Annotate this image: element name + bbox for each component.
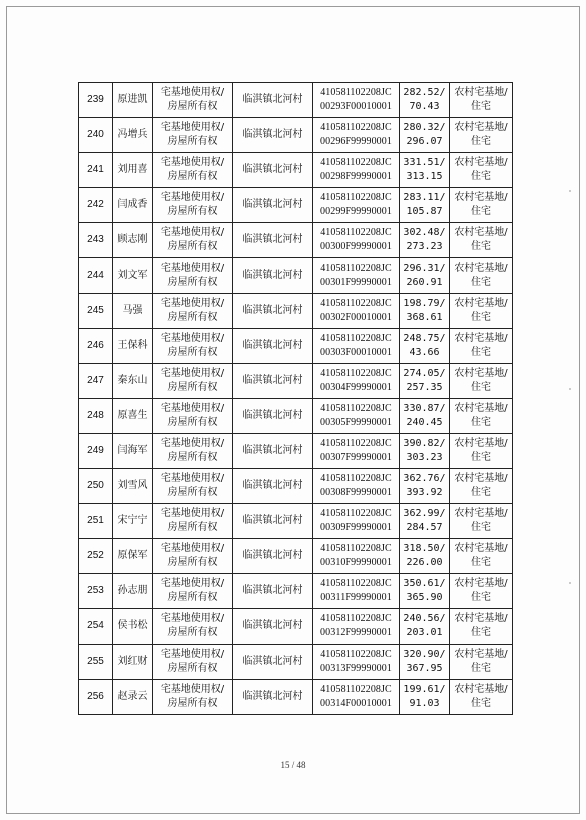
unit-code-cell: 410581102208JC 00310F99990001 <box>313 539 400 574</box>
usage-cell: 农村宅基地/ 住宅 <box>450 83 513 118</box>
owner-name-cell: 原进凯 <box>113 83 153 118</box>
usage-cell: 农村宅基地/ 住宅 <box>450 539 513 574</box>
registration-table <box>78 82 513 715</box>
area-cell: 296.31/ 260.91 <box>400 258 450 293</box>
usage-cell: 农村宅基地/ 住宅 <box>450 153 513 188</box>
row-number-cell: 244 <box>79 258 113 293</box>
right-type-cell: 宅基地使用权/ 房屋所有权 <box>153 188 233 223</box>
right-type-cell: 宅基地使用权/ 房屋所有权 <box>153 609 233 644</box>
row-number-cell: 242 <box>79 188 113 223</box>
usage-cell: 农村宅基地/ 住宅 <box>450 188 513 223</box>
location-cell: 临淇镇北河村 <box>233 433 313 468</box>
area-cell: 390.82/ 303.23 <box>400 433 450 468</box>
table-row <box>79 188 513 223</box>
row-number-cell: 246 <box>79 328 113 363</box>
owner-name-cell: 闫成香 <box>113 188 153 223</box>
row-number-cell: 247 <box>79 363 113 398</box>
owner-name-cell: 赵录云 <box>113 679 153 714</box>
row-number-cell: 252 <box>79 539 113 574</box>
usage-cell: 农村宅基地/ 住宅 <box>450 504 513 539</box>
location-cell: 临淇镇北河村 <box>233 118 313 153</box>
location-cell: 临淇镇北河村 <box>233 258 313 293</box>
area-cell: 283.11/ 105.87 <box>400 188 450 223</box>
owner-name-cell: 原喜生 <box>113 398 153 433</box>
area-cell: 318.50/ 226.00 <box>400 539 450 574</box>
table-row <box>79 118 513 153</box>
right-type-cell: 宅基地使用权/ 房屋所有权 <box>153 574 233 609</box>
location-cell: 临淇镇北河村 <box>233 644 313 679</box>
owner-name-cell: 刘雪风 <box>113 469 153 504</box>
table-row <box>79 258 513 293</box>
unit-code-cell: 410581102208JC 00312F99990001 <box>313 609 400 644</box>
location-cell: 临淇镇北河村 <box>233 363 313 398</box>
row-number-cell: 243 <box>79 223 113 258</box>
row-number-cell: 248 <box>79 398 113 433</box>
right-type-cell: 宅基地使用权/ 房屋所有权 <box>153 293 233 328</box>
row-number-cell: 255 <box>79 644 113 679</box>
usage-cell: 农村宅基地/ 住宅 <box>450 328 513 363</box>
area-cell: 330.87/ 240.45 <box>400 398 450 433</box>
usage-cell: 农村宅基地/ 住宅 <box>450 679 513 714</box>
right-type-cell: 宅基地使用权/ 房屋所有权 <box>153 433 233 468</box>
location-cell: 临淇镇北河村 <box>233 293 313 328</box>
right-type-cell: 宅基地使用权/ 房屋所有权 <box>153 118 233 153</box>
unit-code-cell: 410581102208JC 00300F99990001 <box>313 223 400 258</box>
unit-code-cell: 410581102208JC 00309F99990001 <box>313 504 400 539</box>
unit-code-cell: 410581102208JC 00307F99990001 <box>313 433 400 468</box>
row-number-cell: 240 <box>79 118 113 153</box>
owner-name-cell: 刘红财 <box>113 644 153 679</box>
row-number-cell: 239 <box>79 83 113 118</box>
location-cell: 临淇镇北河村 <box>233 83 313 118</box>
owner-name-cell: 原保军 <box>113 539 153 574</box>
area-cell: 274.05/ 257.35 <box>400 363 450 398</box>
right-type-cell: 宅基地使用权/ 房屋所有权 <box>153 504 233 539</box>
area-cell: 248.75/ 43.66 <box>400 328 450 363</box>
table-body <box>79 83 513 715</box>
usage-cell: 农村宅基地/ 住宅 <box>450 398 513 433</box>
table-row <box>79 469 513 504</box>
page-number: 15 / 48 <box>280 760 306 770</box>
table-row <box>79 293 513 328</box>
location-cell: 临淇镇北河村 <box>233 469 313 504</box>
right-type-cell: 宅基地使用权/ 房屋所有权 <box>153 83 233 118</box>
table-row <box>79 153 513 188</box>
row-number-cell: 245 <box>79 293 113 328</box>
right-type-cell: 宅基地使用权/ 房屋所有权 <box>153 644 233 679</box>
right-type-cell: 宅基地使用权/ 房屋所有权 <box>153 469 233 504</box>
usage-cell: 农村宅基地/ 住宅 <box>450 644 513 679</box>
table-row <box>79 679 513 714</box>
owner-name-cell: 侯书松 <box>113 609 153 644</box>
table-row <box>79 223 513 258</box>
right-type-cell: 宅基地使用权/ 房屋所有权 <box>153 153 233 188</box>
unit-code-cell: 410581102208JC 00298F99990001 <box>313 153 400 188</box>
owner-name-cell: 刘文军 <box>113 258 153 293</box>
location-cell: 临淇镇北河村 <box>233 609 313 644</box>
right-type-cell: 宅基地使用权/ 房屋所有权 <box>153 398 233 433</box>
area-cell: 240.56/ 203.01 <box>400 609 450 644</box>
location-cell: 临淇镇北河村 <box>233 679 313 714</box>
unit-code-cell: 410581102208JC 00303F00010001 <box>313 328 400 363</box>
table-row <box>79 398 513 433</box>
area-cell: 199.61/ 91.03 <box>400 679 450 714</box>
area-cell: 320.90/ 367.95 <box>400 644 450 679</box>
owner-name-cell: 宋宁宁 <box>113 504 153 539</box>
usage-cell: 农村宅基地/ 住宅 <box>450 258 513 293</box>
unit-code-cell: 410581102208JC 00305F99990001 <box>313 398 400 433</box>
row-number-cell: 254 <box>79 609 113 644</box>
table-row <box>79 504 513 539</box>
unit-code-cell: 410581102208JC 00313F99990001 <box>313 644 400 679</box>
unit-code-cell: 410581102208JC 00301F99990001 <box>313 258 400 293</box>
right-type-cell: 宅基地使用权/ 房屋所有权 <box>153 679 233 714</box>
location-cell: 临淇镇北河村 <box>233 539 313 574</box>
area-cell: 282.52/ 70.43 <box>400 83 450 118</box>
unit-code-cell: 410581102208JC 00296F99990001 <box>313 118 400 153</box>
row-number-cell: 251 <box>79 504 113 539</box>
table-row <box>79 539 513 574</box>
unit-code-cell: 410581102208JC 00302F00010001 <box>313 293 400 328</box>
area-cell: 280.32/ 296.07 <box>400 118 450 153</box>
owner-name-cell: 刘用喜 <box>113 153 153 188</box>
area-cell: 362.99/ 284.57 <box>400 504 450 539</box>
owner-name-cell: 闫海军 <box>113 433 153 468</box>
location-cell: 临淇镇北河村 <box>233 504 313 539</box>
location-cell: 临淇镇北河村 <box>233 398 313 433</box>
usage-cell: 农村宅基地/ 住宅 <box>450 223 513 258</box>
row-number-cell: 249 <box>79 433 113 468</box>
table-row <box>79 83 513 118</box>
owner-name-cell: 顾志刚 <box>113 223 153 258</box>
owner-name-cell: 孙志朋 <box>113 574 153 609</box>
table-row <box>79 328 513 363</box>
location-cell: 临淇镇北河村 <box>233 574 313 609</box>
binding-hole-mark <box>569 582 571 584</box>
unit-code-cell: 410581102208JC 00308F99990001 <box>313 469 400 504</box>
right-type-cell: 宅基地使用权/ 房屋所有权 <box>153 258 233 293</box>
usage-cell: 农村宅基地/ 住宅 <box>450 363 513 398</box>
location-cell: 临淇镇北河村 <box>233 223 313 258</box>
unit-code-cell: 410581102208JC 00304F99990001 <box>313 363 400 398</box>
usage-cell: 农村宅基地/ 住宅 <box>450 574 513 609</box>
unit-code-cell: 410581102208JC 00311F99990001 <box>313 574 400 609</box>
right-type-cell: 宅基地使用权/ 房屋所有权 <box>153 328 233 363</box>
owner-name-cell: 秦东山 <box>113 363 153 398</box>
area-cell: 302.48/ 273.23 <box>400 223 450 258</box>
area-cell: 362.76/ 393.92 <box>400 469 450 504</box>
location-cell: 临淇镇北河村 <box>233 188 313 223</box>
table-row <box>79 574 513 609</box>
owner-name-cell: 王保科 <box>113 328 153 363</box>
location-cell: 临淇镇北河村 <box>233 153 313 188</box>
usage-cell: 农村宅基地/ 住宅 <box>450 293 513 328</box>
usage-cell: 农村宅基地/ 住宅 <box>450 609 513 644</box>
unit-code-cell: 410581102208JC 00293F00010001 <box>313 83 400 118</box>
unit-code-cell: 410581102208JC 00299F99990001 <box>313 188 400 223</box>
right-type-cell: 宅基地使用权/ 房屋所有权 <box>153 223 233 258</box>
usage-cell: 农村宅基地/ 住宅 <box>450 469 513 504</box>
table-row <box>79 644 513 679</box>
table-row <box>79 433 513 468</box>
right-type-cell: 宅基地使用权/ 房屋所有权 <box>153 539 233 574</box>
row-number-cell: 253 <box>79 574 113 609</box>
table-row <box>79 609 513 644</box>
unit-code-cell: 410581102208JC 00314F00010001 <box>313 679 400 714</box>
row-number-cell: 241 <box>79 153 113 188</box>
table-row <box>79 363 513 398</box>
right-type-cell: 宅基地使用权/ 房屋所有权 <box>153 363 233 398</box>
row-number-cell: 250 <box>79 469 113 504</box>
binding-hole-mark <box>569 190 571 192</box>
owner-name-cell: 马强 <box>113 293 153 328</box>
location-cell: 临淇镇北河村 <box>233 328 313 363</box>
area-cell: 198.79/ 368.61 <box>400 293 450 328</box>
owner-name-cell: 冯增兵 <box>113 118 153 153</box>
usage-cell: 农村宅基地/ 住宅 <box>450 118 513 153</box>
usage-cell: 农村宅基地/ 住宅 <box>450 433 513 468</box>
area-cell: 350.61/ 365.90 <box>400 574 450 609</box>
area-cell: 331.51/ 313.15 <box>400 153 450 188</box>
binding-hole-mark <box>569 388 571 390</box>
row-number-cell: 256 <box>79 679 113 714</box>
